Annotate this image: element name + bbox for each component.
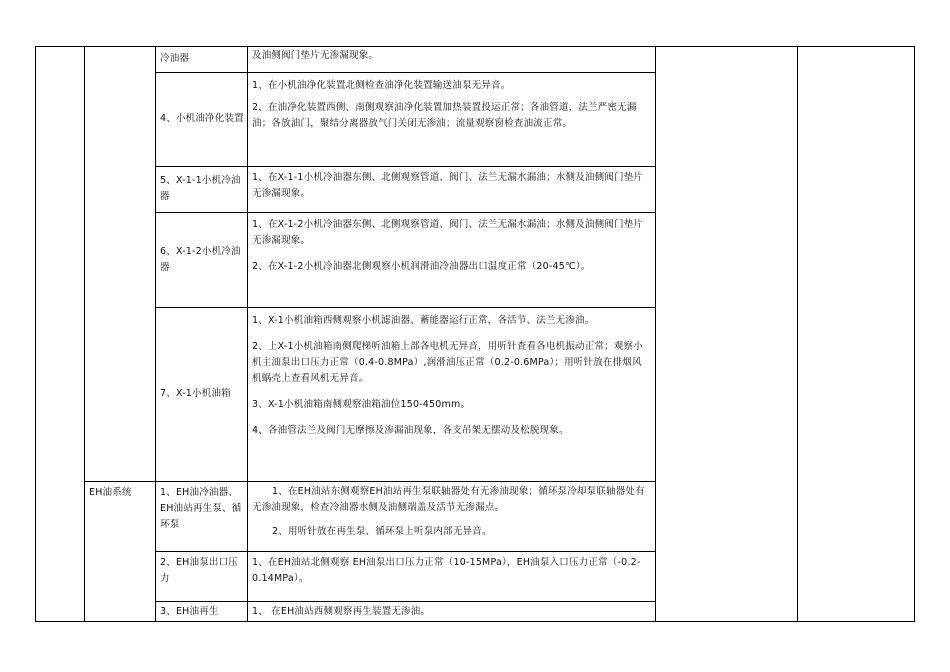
item-cell: 7、X-1小机油箱: [160, 388, 231, 399]
item-cell: 冷油器: [160, 53, 190, 64]
system-cell: EH油系统: [89, 487, 132, 498]
item-cell: 4、小机油净化装置: [160, 113, 244, 124]
content-cell: [252, 484, 651, 540]
item-cell: 3、EH油再生: [160, 606, 219, 617]
content-line: 2、在油净化装置西侧、南侧观察油净化装置加热装置投运正常；各油管道，法兰严密无漏油；各放油门，聚结分离器放气门关闭无渗油；流量观察窗检查油流正常。: [252, 102, 637, 129]
row-divider: [155, 212, 655, 213]
column-divider: [797, 46, 798, 622]
content-cell: [252, 604, 651, 620]
content-cell: [252, 48, 651, 64]
content-line: 1、在EH油站东侧观察EH油站再生泵联轴器处有无渗油现象；循环泵冷却泵联轴器处有无渗油现象，检查冷油器水侧及油侧端盖及活节无渗漏点。: [252, 486, 645, 513]
content-line: 2、在X-1-2小机冷油器北侧观察小机润滑油冷油器出口温度正常（20-45℃）。: [252, 261, 591, 272]
content-line: 1、在X-1-1小机冷油器东侧、北侧观察管道、阀门、法兰无漏水漏油；水侧及油侧阀门垫片无渗漏现象。: [252, 172, 644, 199]
content-line: 及油侧阀门垫片无渗漏现象。: [252, 50, 379, 61]
column-divider: [247, 46, 248, 622]
item-cell: 2、EH油泵出口压力: [160, 557, 238, 584]
content-line: 1、X-1小机油箱西侧观察小机滤油器、蓄能器运行正常，各活节、法兰无渗油。: [252, 315, 595, 326]
row-divider: [155, 601, 655, 602]
item-cell: 6、X-1-2小机冷油器: [160, 245, 241, 273]
content-cell: [252, 170, 651, 202]
content-cell: [252, 555, 651, 587]
content-line: 3、X-1小机油箱南侧观察油箱油位150-450mm。: [252, 399, 471, 410]
content-line: 2、上X-1小机油箱南侧爬梯听油箱上部各电机无异音，用听针查看各电机振动正常；观察小机主油泵出口压力正常（0.4-0.8MPa）,润滑油压正常（0.2-0.6MPa）；用听针放在排烟风机蜗壳上查看风机无异音。: [252, 341, 643, 384]
table-border-bottom: [35, 621, 915, 622]
content-cell: [252, 217, 651, 275]
table-border-left: [35, 46, 36, 622]
content-line: 1、在小机油净化装置北侧检查油净化装置输送油泵无异音。: [252, 80, 511, 91]
row-divider: [155, 72, 655, 73]
content-line: 1、在X-1-2小机冷油器东侧、北侧观察管道、阀门、法兰无漏水漏油；水侧及油侧阀门垫片无渗漏现象。: [252, 219, 644, 246]
content-line: 1、在EH油站北侧观察 EH油泵出口压力正常（10-15MPa），EH油泵入口压力正常（-0.2-0.14MPa）。: [252, 557, 641, 584]
content-cell: [252, 313, 651, 439]
content-cell: [252, 78, 651, 132]
row-divider: [155, 551, 655, 552]
content-line: 1、 在EH油站西侧观察再生装置无渗油。: [252, 606, 431, 617]
column-divider: [84, 46, 85, 622]
content-line: 2、用听针放在再生泵、循环泵上听泵内部无异音。: [272, 526, 492, 537]
row-divider: [84, 481, 655, 482]
column-divider: [655, 46, 656, 622]
item-cell: 5、X-1-1小机冷油器: [160, 175, 241, 202]
column-divider: [155, 46, 156, 622]
row-divider: [155, 307, 655, 308]
content-line: 4、各油管法兰及阀门无摩擦及渗漏油现象，各支吊架无摆动及松脱现象。: [252, 425, 569, 436]
row-divider: [155, 166, 655, 167]
table-border-right: [914, 46, 915, 622]
item-cell: 1、EH油冷油器、EH油站再生泵、循环泵: [160, 487, 242, 530]
table-border-top: [35, 46, 915, 47]
